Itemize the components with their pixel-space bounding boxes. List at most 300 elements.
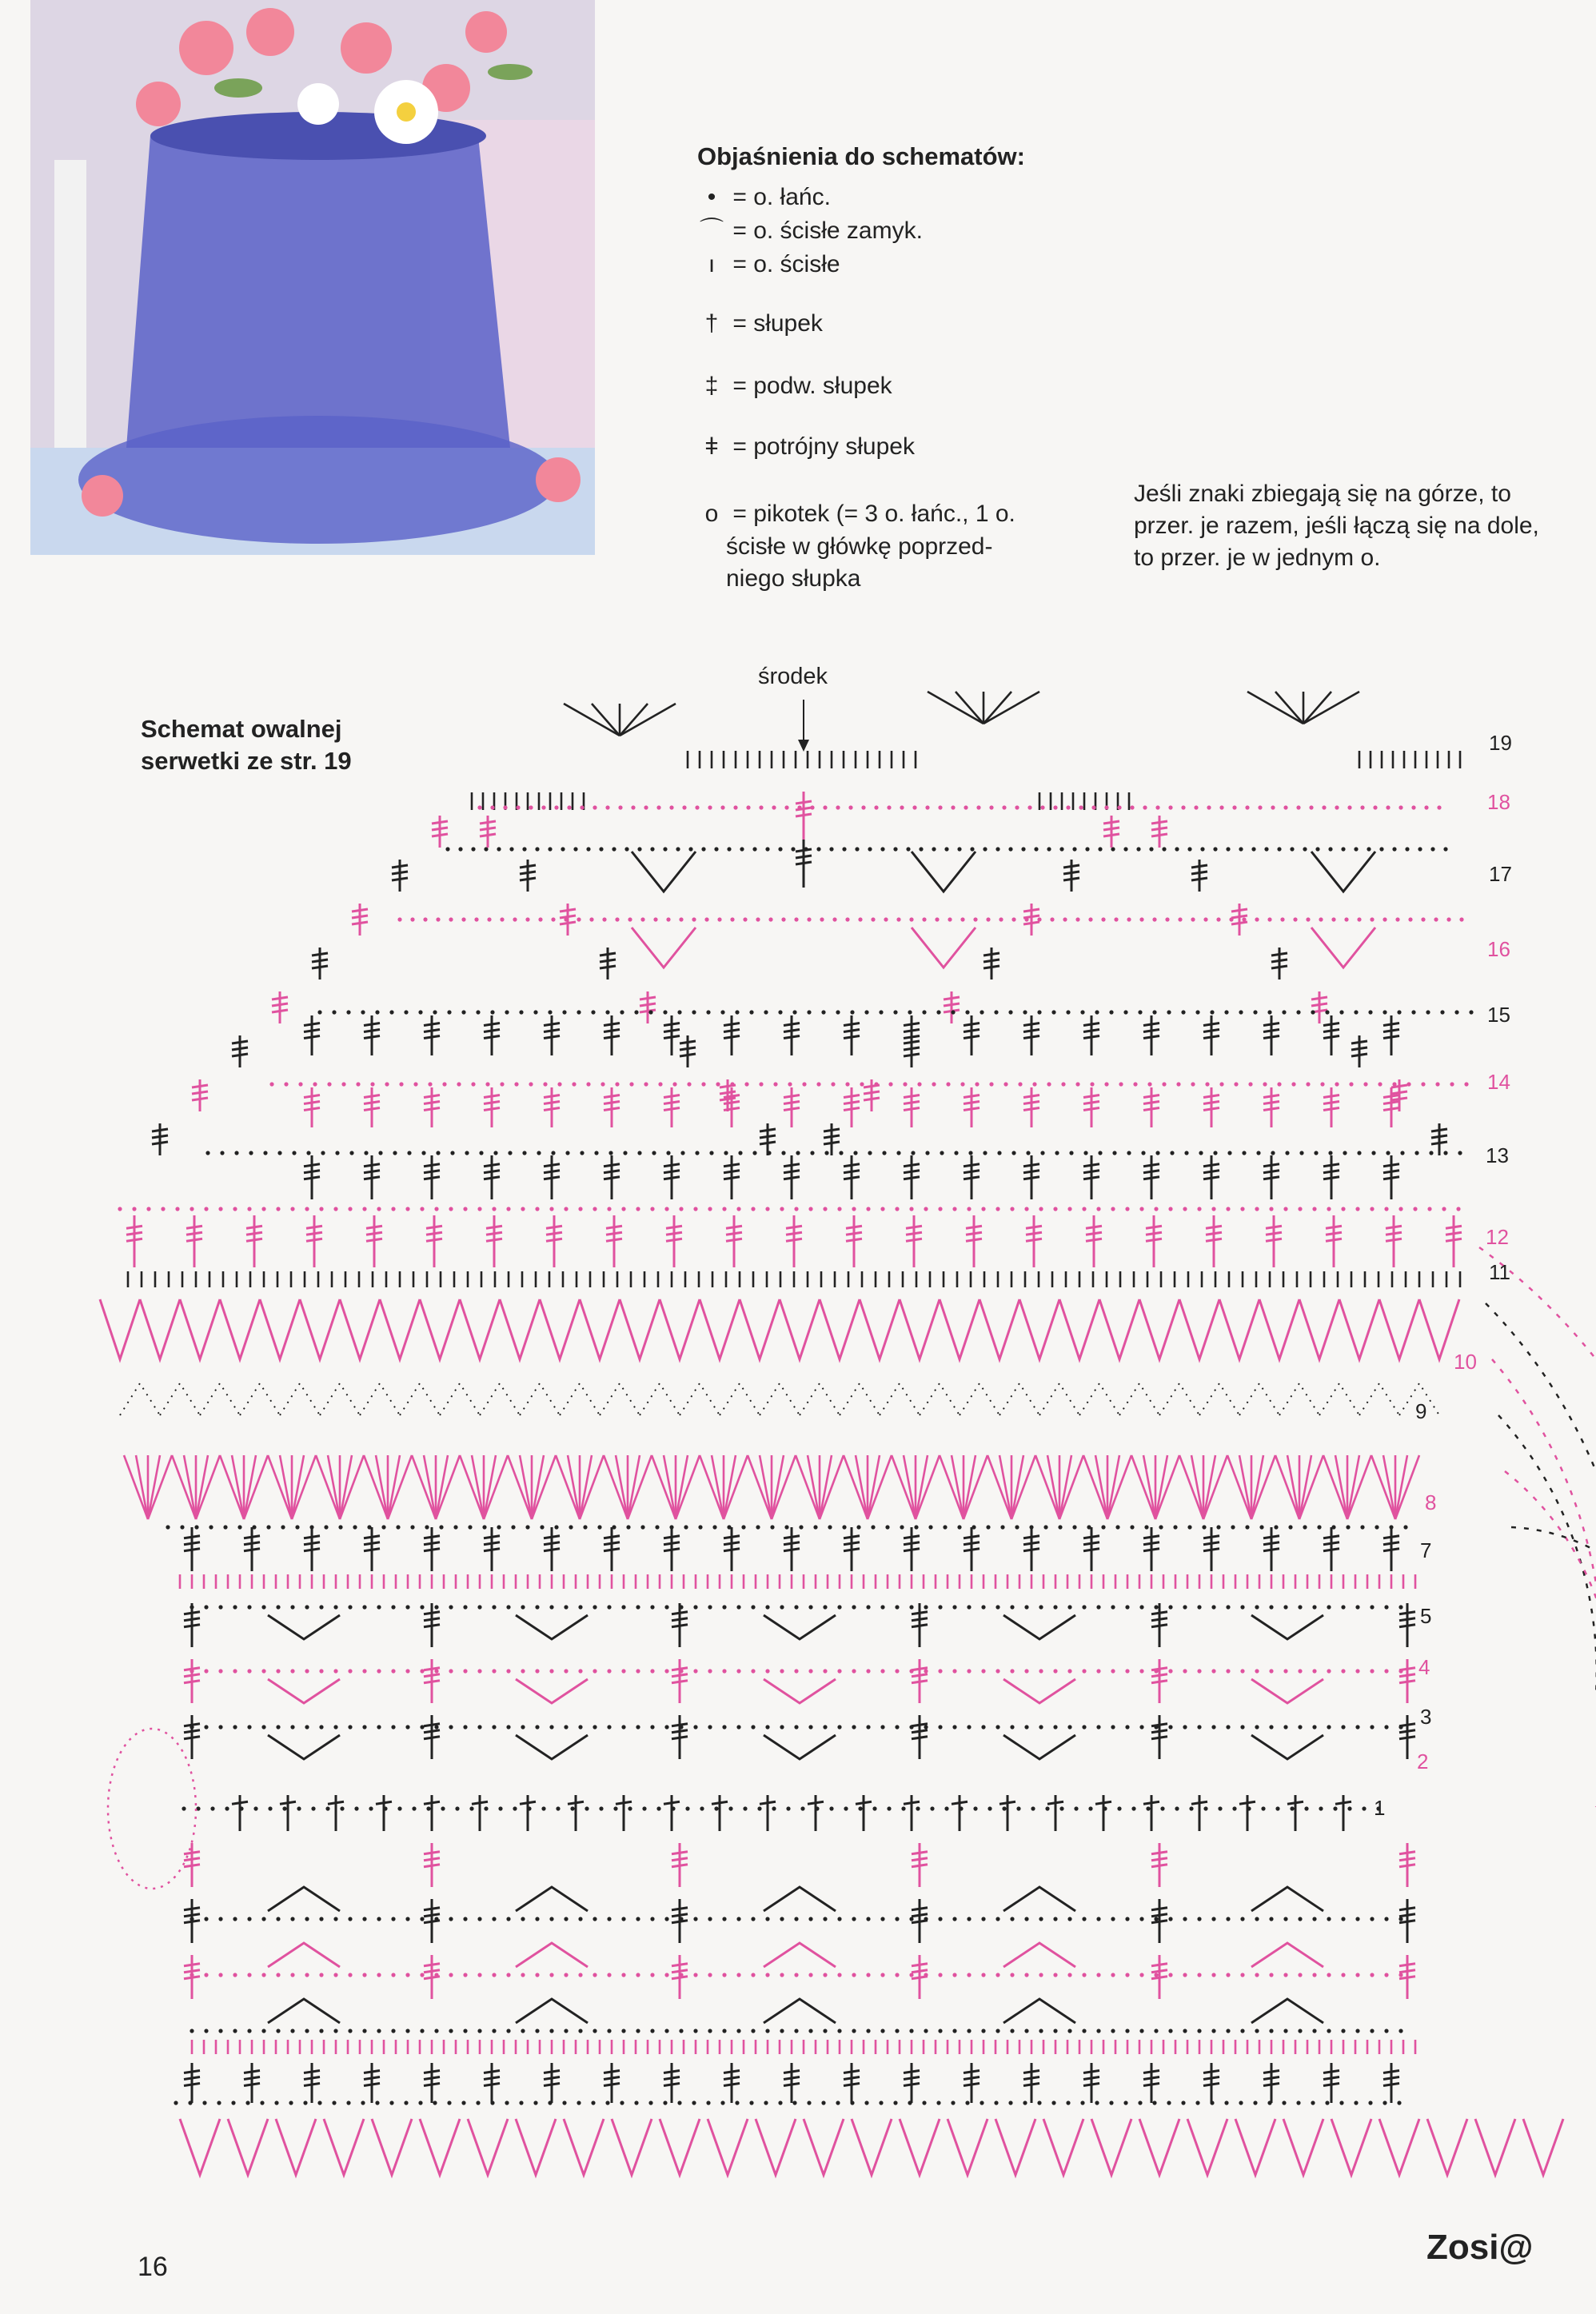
- row17-chain: [535, 847, 539, 851]
- row7-stitch: [1203, 1549, 1219, 1551]
- row14-chain: [917, 1082, 921, 1086]
- row17-chain: [1418, 847, 1422, 851]
- lower-chain: [664, 1917, 668, 1921]
- lower-chain-bottom: [1066, 2101, 1070, 2105]
- lower-chain: [1398, 1973, 1402, 1977]
- row13-chain: [997, 1151, 1001, 1155]
- lower-stitch-bottom: [724, 2071, 740, 2073]
- lower-chain: [938, 1917, 942, 1921]
- row14-chain: [960, 1082, 964, 1086]
- lower-column-stitch: [672, 1977, 688, 1979]
- row15-chain: [461, 1010, 465, 1014]
- grid-chain: [722, 1669, 726, 1673]
- row15-chain: [648, 1010, 652, 1014]
- row16-chain: [436, 917, 440, 921]
- row9-zigzag: [1079, 1383, 1119, 1415]
- row7-chain: [986, 1525, 990, 1529]
- lower-column-stitch: [424, 1852, 440, 1854]
- row12-chain: [377, 1207, 381, 1211]
- grid-chain: [794, 1725, 798, 1729]
- row-number-1: 1: [1374, 1796, 1386, 1820]
- row15-chain: [821, 1010, 825, 1014]
- lower-chain: [1298, 1917, 1302, 1921]
- row7-chain: [1144, 1525, 1148, 1529]
- lower-column-stitch: [1399, 1908, 1415, 1910]
- row14-stitch: [784, 1102, 800, 1104]
- lower-chain: [1298, 1973, 1302, 1977]
- column-stitch: [672, 1681, 688, 1683]
- row16-chain: [1127, 917, 1131, 921]
- row18-chain: [861, 805, 865, 809]
- row10-vee: [1019, 1299, 1059, 1359]
- row1-chain: [743, 1806, 747, 1810]
- lower-chain: [1039, 1973, 1043, 1977]
- row17-chain: [1315, 847, 1319, 851]
- grid-chain: [1298, 1725, 1302, 1729]
- grid-chain: [420, 1725, 424, 1729]
- row12-chain: [290, 1207, 294, 1211]
- lower-vee: [516, 1943, 588, 1967]
- row16-chain: [768, 917, 772, 921]
- lower-chain-bottom: [1282, 2101, 1286, 2105]
- row7-chain: [597, 1525, 601, 1529]
- diagonal-stitch-right: [640, 1003, 656, 1006]
- row16-chain: [717, 917, 721, 921]
- row12-chain: [1183, 1207, 1187, 1211]
- row12-stitch: [246, 1239, 262, 1241]
- diagonal-stitch-right: [1391, 1098, 1407, 1100]
- lower-stitch-bottom: [244, 2084, 260, 2086]
- row7-stitch: [364, 1536, 380, 1538]
- lower-chain-bottom: [663, 2101, 667, 2105]
- row8-shell: [532, 1455, 544, 1519]
- lower-stitch-bottom: [184, 2084, 200, 2086]
- row1-chain: [1117, 1806, 1121, 1810]
- row14-chain: [989, 1082, 993, 1086]
- lower-chain-bottom: [533, 2101, 537, 2105]
- lower-chain: [535, 1917, 539, 1921]
- lower-chain: [708, 2029, 712, 2033]
- grid-chain: [823, 1669, 827, 1673]
- row7-chain: [943, 1525, 947, 1529]
- row15-stitch: [1203, 1030, 1219, 1032]
- lower-stitch-bottom: [1263, 2071, 1279, 2073]
- row13-stitch: [484, 1171, 500, 1173]
- right-end-arc: [1486, 1303, 1596, 1471]
- row14-stitch: [1203, 1095, 1219, 1098]
- column-stitch: [912, 1737, 928, 1739]
- row13-chain: [321, 1151, 325, 1155]
- row7-stitch: [244, 1549, 260, 1551]
- column-stitch: [1399, 1737, 1415, 1739]
- row12-chain: [261, 1207, 265, 1211]
- row15-chain: [663, 1010, 667, 1014]
- row16-chain: [666, 917, 670, 921]
- row13-stitch: [604, 1164, 620, 1167]
- lower-stitch-bottom: [424, 2071, 440, 2073]
- row8-shell: [616, 1455, 628, 1519]
- lower-chain-bottom: [476, 2101, 480, 2105]
- row18-chain: [1347, 805, 1351, 809]
- row12-stitch: [366, 1226, 382, 1228]
- diagonal-stitch-right: [520, 872, 536, 874]
- row7-stitch: [1323, 1536, 1339, 1538]
- diagonal-stitch-left: [1103, 828, 1119, 830]
- row1-chain: [340, 1806, 344, 1810]
- grid-chain: [578, 1605, 582, 1609]
- row8-shell: [700, 1455, 724, 1519]
- row15-stitch: [544, 1023, 560, 1026]
- row13-stitch: [904, 1171, 920, 1173]
- lower-chain: [391, 2029, 395, 2033]
- row12-stitch: [486, 1226, 502, 1228]
- lower-stitch-bottom: [1383, 2071, 1399, 2073]
- row13-stitch: [544, 1171, 560, 1173]
- lower-column-stitch: [184, 1852, 200, 1854]
- lower-chain: [837, 1917, 841, 1921]
- grid-chain: [1111, 1669, 1115, 1673]
- lower-chain: [1384, 1917, 1388, 1921]
- row16-chain: [704, 917, 708, 921]
- row14-chain: [514, 1082, 518, 1086]
- grid-chain: [218, 1669, 222, 1673]
- grid-chain: [1154, 1669, 1158, 1673]
- lower-stitch-bottom: [1083, 2084, 1099, 2086]
- row13-chain: [1314, 1151, 1318, 1155]
- lower-stitch-bottom: [1023, 2071, 1039, 2073]
- row12-chain: [1384, 1207, 1388, 1211]
- row18-chain: [1143, 805, 1147, 809]
- row12-chain: [578, 1207, 582, 1211]
- row1-chain: [1232, 1806, 1236, 1810]
- row7-stitch: [1143, 1549, 1159, 1551]
- row15-chain: [965, 1010, 969, 1014]
- row14-stitch: [964, 1102, 980, 1104]
- row18-chain: [1015, 805, 1019, 809]
- row1-chain: [1304, 1806, 1308, 1810]
- lower-chain: [693, 1917, 697, 1921]
- row15-stitch: [1383, 1023, 1399, 1026]
- grid-chain: [924, 1725, 928, 1729]
- row16-chain: [1203, 917, 1207, 921]
- lower-chain: [362, 1917, 366, 1921]
- row1-stitch: [1287, 1801, 1303, 1804]
- row7-chain: [1115, 1525, 1119, 1529]
- grid-chain: [477, 1605, 481, 1609]
- row13-chain: [1227, 1151, 1231, 1155]
- lower-chain: [593, 1973, 597, 1977]
- lower-chain: [1111, 2029, 1115, 2033]
- grid-chain: [794, 1669, 798, 1673]
- row7-stitch: [244, 1542, 260, 1545]
- row7-stitch: [844, 1549, 860, 1551]
- row12-stitch: [726, 1226, 742, 1228]
- row9-zigzag: [680, 1383, 720, 1415]
- diagonal-stitch-left: [824, 1129, 840, 1131]
- row15-stitch: [364, 1036, 380, 1039]
- row15-stitch: [784, 1036, 800, 1039]
- row1-chain: [613, 1806, 617, 1810]
- row17-chain: [1034, 847, 1038, 851]
- row14-stitch: [484, 1108, 500, 1111]
- grid-chain: [1183, 1669, 1187, 1673]
- row17-chain: [752, 847, 756, 851]
- row13-chain: [767, 1151, 771, 1155]
- bottom-pink-vee: [468, 2119, 508, 2175]
- row12-chain: [549, 1207, 553, 1211]
- row12-chain: [521, 1207, 525, 1211]
- row15-stitch: [1323, 1023, 1339, 1026]
- lower-chain: [1398, 2029, 1402, 2033]
- triple-treble-symbol: ǂ: [704, 433, 719, 460]
- lower-chain: [305, 2029, 309, 2033]
- grid-chain: [1039, 1605, 1043, 1609]
- row15-stitch: [1263, 1036, 1279, 1039]
- row15-chain: [490, 1010, 494, 1014]
- grid-chain: [1096, 1725, 1100, 1729]
- lower-chain: [1197, 1973, 1201, 1977]
- diagonal-stitch-left: [352, 916, 368, 918]
- lower-chain: [463, 1917, 467, 1921]
- grid-chain: [722, 1605, 726, 1609]
- row18-chain: [490, 805, 494, 809]
- row9-zigzag: [1039, 1383, 1079, 1415]
- row1-stitch: [999, 1801, 1015, 1804]
- lower-column-stitch: [912, 1921, 928, 1923]
- row9-zigzag: [120, 1383, 160, 1415]
- row13-stitch: [784, 1177, 800, 1179]
- row13-stitch: [1083, 1171, 1099, 1173]
- row12-stitch: [1026, 1232, 1042, 1235]
- column-stitch: [1151, 1674, 1167, 1677]
- lower-chain: [866, 2029, 870, 2033]
- lower-chain: [535, 2029, 539, 2033]
- grid-chain: [391, 1669, 395, 1673]
- shell-top-fan: [984, 692, 1039, 724]
- lower-chain: [1067, 2029, 1071, 2033]
- grid-chain: [521, 1725, 525, 1729]
- row8-shell: [760, 1455, 772, 1519]
- lower-chain: [420, 1917, 424, 1921]
- row7-chain: [842, 1525, 846, 1529]
- column-stitch: [424, 1612, 440, 1614]
- grid-chain: [636, 1725, 640, 1729]
- grid-chain: [880, 1725, 884, 1729]
- row12-chain: [564, 1207, 568, 1211]
- lower-chain: [708, 1917, 712, 1921]
- row13-stitch: [424, 1171, 440, 1173]
- grid-chain: [1370, 1725, 1374, 1729]
- row1-chain: [1290, 1806, 1294, 1810]
- row1-chain: [916, 1806, 920, 1810]
- row1-stitch: [1191, 1801, 1207, 1804]
- row14-chain: [1263, 1082, 1267, 1086]
- row7-chain: [1202, 1525, 1206, 1529]
- lower-stitch-bottom: [1383, 2077, 1399, 2080]
- row7-stitch: [1083, 1536, 1099, 1538]
- row14-chain: [600, 1082, 604, 1086]
- row16-chain: [1101, 917, 1105, 921]
- lower-chain: [348, 2029, 352, 2033]
- lower-chain: [866, 1973, 870, 1977]
- row14-stitch: [1323, 1102, 1339, 1104]
- row16-chain: [1459, 917, 1463, 921]
- row17-chain: [663, 847, 667, 851]
- row14-stitch: [724, 1108, 740, 1111]
- row9-zigzag: [1199, 1383, 1239, 1415]
- lower-stitch-bottom: [244, 2071, 260, 2073]
- grid-vee: [268, 1735, 340, 1759]
- column-stitch: [672, 1730, 688, 1733]
- grid-chain: [463, 1605, 467, 1609]
- row12-chain: [1053, 1207, 1057, 1211]
- row8-shell: [484, 1455, 508, 1519]
- row15-stitch: [1083, 1030, 1099, 1032]
- row12-chain: [333, 1207, 337, 1211]
- column-stitch: [1151, 1681, 1167, 1683]
- row14-chain: [975, 1082, 979, 1086]
- row17-chain: [586, 847, 590, 851]
- row13-chain: [1199, 1151, 1203, 1155]
- column-stitch: [672, 1724, 688, 1726]
- row-number-4: 4: [1418, 1655, 1430, 1679]
- row13-chain: [1141, 1151, 1145, 1155]
- diagonal-stitch-right: [600, 966, 616, 968]
- row13-chain: [968, 1151, 972, 1155]
- row15-stitch: [484, 1036, 500, 1039]
- legend-title: Objaśnienia do schematów:: [697, 142, 1025, 170]
- diagonal-stitch-left: [824, 1142, 840, 1144]
- row15-chain: [1354, 1010, 1358, 1014]
- lower-column-stitch: [184, 1977, 200, 1979]
- row7-chain: [1187, 1525, 1191, 1529]
- grid-chain: [1384, 1605, 1388, 1609]
- lower-chain-bottom: [634, 2101, 638, 2105]
- row8-shell: [628, 1455, 652, 1519]
- grid-chain: [362, 1605, 366, 1609]
- column-stitch: [424, 1737, 440, 1739]
- lower-chain: [1082, 1917, 1086, 1921]
- lower-column-stitch: [1399, 1858, 1415, 1861]
- column-stitch: [1151, 1724, 1167, 1726]
- row14-chain: [615, 1082, 619, 1086]
- grid-chain: [866, 1605, 870, 1609]
- row14-stitch: [364, 1102, 380, 1104]
- row15-stitch: [604, 1036, 620, 1039]
- lower-chain: [218, 1917, 222, 1921]
- center-label: środek: [758, 664, 828, 689]
- row8-shell: [652, 1455, 676, 1519]
- shell-top-fan: [1303, 692, 1331, 724]
- row8-shell: [424, 1455, 436, 1519]
- lower-column-stitch: [1399, 1914, 1415, 1917]
- row12-stitch: [906, 1239, 922, 1241]
- row10-vee: [1219, 1299, 1259, 1359]
- row8-shell: [1395, 1455, 1419, 1519]
- lower-chain: [1096, 1973, 1100, 1977]
- grid-chain: [1183, 1605, 1187, 1609]
- grid-chain: [1197, 1669, 1201, 1673]
- lower-chain: [1269, 1973, 1273, 1977]
- row15-chain: [577, 1010, 581, 1014]
- grid-chain: [823, 1605, 827, 1609]
- row1-chain: [1218, 1806, 1222, 1810]
- lower-stitch-bottom: [484, 2084, 500, 2086]
- diagonal-stitch-left: [1063, 865, 1079, 868]
- row13-stitch: [1263, 1177, 1279, 1179]
- grid-chain: [924, 1605, 928, 1609]
- lower-stitch-bottom: [304, 2084, 320, 2086]
- lower-chain: [967, 1973, 971, 1977]
- diagonal-stitch-right: [760, 1135, 776, 1138]
- grid-chain: [621, 1725, 625, 1729]
- row14-chain: [370, 1082, 374, 1086]
- row1-chain: [484, 1806, 488, 1810]
- column-stitch: [1151, 1737, 1167, 1739]
- row14-chain: [888, 1082, 892, 1086]
- row1-chain: [1275, 1806, 1279, 1810]
- row13-chain: [983, 1151, 987, 1155]
- lower-chain: [521, 2029, 525, 2033]
- row-number-19: 19: [1489, 731, 1512, 755]
- diagonal-stitch-left: [192, 1085, 208, 1087]
- row10-vee: [220, 1299, 260, 1359]
- row18-chain: [618, 805, 622, 809]
- row15-chain: [1454, 1010, 1458, 1014]
- row18-chain: [1398, 805, 1402, 809]
- column-stitch: [912, 1730, 928, 1733]
- lower-chain-bottom: [231, 2101, 235, 2105]
- row14-stitch: [1203, 1108, 1219, 1111]
- row7-chain: [828, 1525, 832, 1529]
- row1-chain: [1002, 1806, 1006, 1810]
- row18-chain: [912, 805, 916, 809]
- row7-chain: [928, 1525, 932, 1529]
- row18-chain: [669, 805, 673, 809]
- row13-stitch: [1203, 1164, 1219, 1167]
- row9-zigzag: [520, 1383, 560, 1415]
- row15-stitch: [1023, 1023, 1039, 1026]
- row13-chain: [1127, 1151, 1131, 1155]
- row16-vee: [1311, 928, 1375, 967]
- row15-chain: [951, 1010, 955, 1014]
- row16-chain: [922, 917, 926, 921]
- row8-shell: [1083, 1455, 1107, 1519]
- row12-chain: [1197, 1207, 1201, 1211]
- row15-chain: [1426, 1010, 1430, 1014]
- row15-chain: [433, 1010, 437, 1014]
- row1-chain: [297, 1806, 301, 1810]
- row-number-8: 8: [1425, 1490, 1437, 1514]
- row-number-5: 5: [1420, 1604, 1432, 1628]
- row14-chain: [658, 1082, 662, 1086]
- row7-stitch: [784, 1536, 800, 1538]
- row18-chain: [1040, 805, 1044, 809]
- row17-chain: [855, 847, 859, 851]
- lower-vee: [1251, 1943, 1323, 1967]
- lower-column-stitch: [424, 1865, 440, 1867]
- grid-chain: [1370, 1669, 1374, 1673]
- row13-stitch: [784, 1171, 800, 1173]
- lower-chain: [420, 2029, 424, 2033]
- grid-chain: [621, 1669, 625, 1673]
- row14-chain: [457, 1082, 461, 1086]
- lower-chain: [895, 1917, 899, 1921]
- lower-chain: [823, 2029, 827, 2033]
- row12-chain: [247, 1207, 251, 1211]
- row7-chain: [569, 1525, 573, 1529]
- lower-chain: [333, 1973, 337, 1977]
